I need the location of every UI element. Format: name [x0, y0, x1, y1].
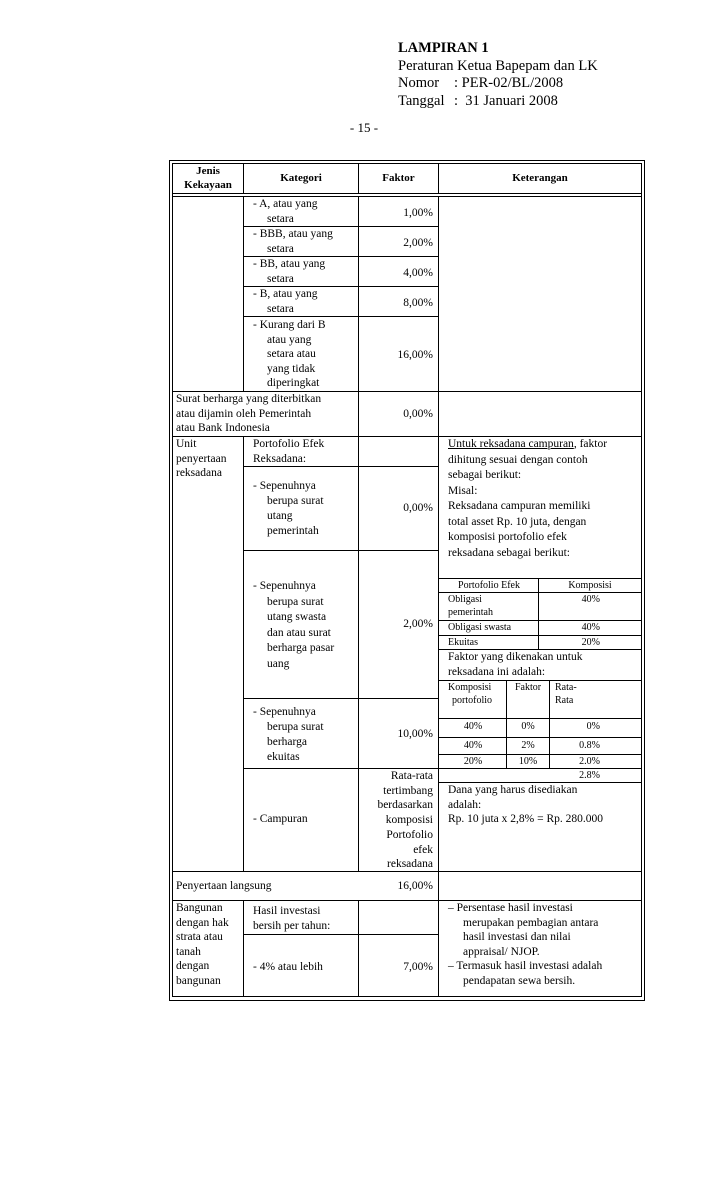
- swasta-label: - Sepenuhnya berupa surat utang swasta dan atau surat berharga pasar uang: [253, 580, 335, 670]
- calc-total: 2.8%: [579, 770, 600, 781]
- calc-row-rata: 0.8%: [579, 740, 600, 751]
- row-divider: [244, 550, 438, 551]
- hasil-investasi-threshold: - 4% atau lebih: [253, 961, 323, 973]
- rating-kurang-factor: 16,00%: [397, 349, 433, 361]
- campuran-label: - Campuran: [253, 813, 308, 825]
- header-keterangan: Keterangan: [512, 172, 568, 184]
- bangunan-notes: – Persentase hasil investasi merupakan pembagian antara hasil investasi dan nilai appraisal/ NJOP. – Termasuk hasil investasi adalah pendapatan sewa bersih.: [448, 902, 603, 987]
- header-jenis: Jenis Kekayaan: [184, 165, 232, 191]
- rating-a-factor: 1,00%: [403, 207, 433, 219]
- surat-berharga-label: Surat berharga yang diterbitkan atau dijamin oleh Pemerintah atau Bank Indonesia: [176, 393, 322, 434]
- bangunan-label: Bangunan dengan hak strata atau tanah dengan bangunan: [176, 902, 229, 987]
- regulation-name: Peraturan Ketua Bapepam dan LK: [398, 57, 598, 74]
- hasil-investasi-label: Hasil investasi bersih per tahun:: [253, 905, 331, 932]
- appendix-title: LAMPIRAN 1: [398, 40, 489, 56]
- col-divider: [358, 900, 359, 996]
- calc-header-faktor: Faktor: [514, 682, 542, 693]
- calc-row-komposisi: 40%: [463, 721, 483, 732]
- rating-bb-factor: 4,00%: [403, 267, 433, 279]
- tanggal-line: [398, 93, 598, 111]
- portfolio-row-efek: Ekuitas: [448, 637, 478, 648]
- calc-row-komposisi: 20%: [463, 756, 483, 767]
- col-divider: [243, 900, 244, 996]
- reksadana-campuran-underlined: Untuk reksadana campuran: [448, 438, 574, 450]
- table-border: [169, 1000, 645, 1001]
- campuran-note: Dana yang harus disediakan adalah: Rp. 10 juta x 2,8% = Rp. 280.000: [448, 784, 604, 825]
- row-divider: [244, 934, 438, 935]
- ekuitas-label: - Sepenuhnya berupa surat berharga ekuitas: [253, 706, 324, 763]
- calc-row-faktor: 10%: [518, 756, 538, 767]
- header-kategori: Kategori: [280, 172, 322, 184]
- reksadana-note: Untuk reksadana campuran, faktor dihitung sesuai dengan contoh sebagai berikut: Misal: Reksadana campuran memiliki total asset Rp. 10 juta, dengan komposisi portofolio efek reksadana sebagai berikut:: [448, 438, 608, 559]
- rating-b-factor: 8,00%: [403, 297, 433, 309]
- nomor-label: Nomor: [398, 75, 440, 91]
- calc-header-komposisi: Komposisi portofolio: [448, 682, 492, 706]
- portfolio-header-efek: Portofolio Efek: [458, 580, 520, 591]
- table-border: [169, 160, 645, 161]
- rating-a-label: - A, atau yang setara: [253, 198, 318, 225]
- tanggal-label: Tanggal: [398, 92, 445, 109]
- portofolio-efek-label: Portofolio Efek Reksadana:: [253, 438, 325, 465]
- penyertaan-langsung-factor: 16,00%: [397, 880, 433, 892]
- page-number: - 15 -: [349, 120, 379, 135]
- portfolio-row-efek: Obligasi swasta: [448, 622, 512, 633]
- calc-header-rata: Rata- Rata: [555, 682, 577, 706]
- portfolio-row-komposisi: 40%: [581, 594, 600, 605]
- calc-table-line: [439, 768, 642, 769]
- row-divider: [244, 466, 438, 467]
- calc-row-faktor: 2%: [521, 740, 535, 751]
- table-border: [644, 160, 645, 1001]
- faktor-note: Faktor yang dikenakan untuk reksadana ini adalah:: [448, 651, 583, 678]
- nomor-value: : PER-02/BL/2008: [454, 75, 564, 91]
- surat-berharga-factor: 0,00%: [403, 408, 433, 420]
- bangunan-factor: 7,00%: [403, 961, 433, 973]
- calc-table-line: [439, 718, 642, 719]
- tanggal-value: : 31 Januari 2008: [454, 92, 558, 109]
- penyertaan-langsung-label: Penyertaan langsung: [176, 880, 272, 892]
- portfolio-row-komposisi: 20%: [581, 637, 600, 648]
- portfolio-row-efek: Obligasi pemerintah: [448, 594, 493, 618]
- calc-row-rata: 2.0%: [579, 756, 600, 767]
- portfolio-row-komposisi: 40%: [581, 622, 600, 633]
- rating-kurang-label: - Kurang dari B atau yang setara atau yang tidak diperingkat: [253, 319, 326, 389]
- rating-bbb-factor: 2,00%: [403, 237, 433, 249]
- row-divider: [244, 316, 438, 317]
- calc-row-faktor: 0%: [521, 721, 535, 732]
- calc-row-komposisi: 40%: [463, 740, 483, 751]
- document-header: [398, 40, 598, 110]
- col-divider: [438, 196, 439, 996]
- portfolio-header-komposisi: Komposisi: [568, 580, 612, 591]
- pemerintah-label: - Sepenuhnya berupa surat utang pemerintah: [253, 480, 324, 537]
- nomor-line: [398, 75, 598, 93]
- rating-bbb-label: - BBB, atau yang setara: [253, 228, 333, 255]
- header-faktor: Faktor: [382, 172, 415, 184]
- row-divider: [244, 698, 438, 699]
- calc-row-rata: 0%: [586, 721, 600, 732]
- unit-reksadana-label: Unit penyertaan reksadana: [176, 438, 227, 479]
- pemerintah-factor: 0,00%: [403, 502, 433, 514]
- swasta-factor: 2,00%: [403, 618, 433, 630]
- rating-b-label: - B, atau yang setara: [253, 288, 318, 315]
- risk-factor-table: [169, 160, 645, 1001]
- rating-bb-label: - BB, atau yang setara: [253, 258, 326, 285]
- calc-table-line: [439, 737, 642, 738]
- campuran-factor: Rata-rata tertimbang berdasarkan komposisi Portofolio efek reksadana: [377, 770, 433, 871]
- table-border: [172, 996, 642, 997]
- col-divider: [243, 436, 244, 871]
- table-border: [169, 160, 170, 1001]
- ekuitas-factor: 10,00%: [397, 728, 433, 740]
